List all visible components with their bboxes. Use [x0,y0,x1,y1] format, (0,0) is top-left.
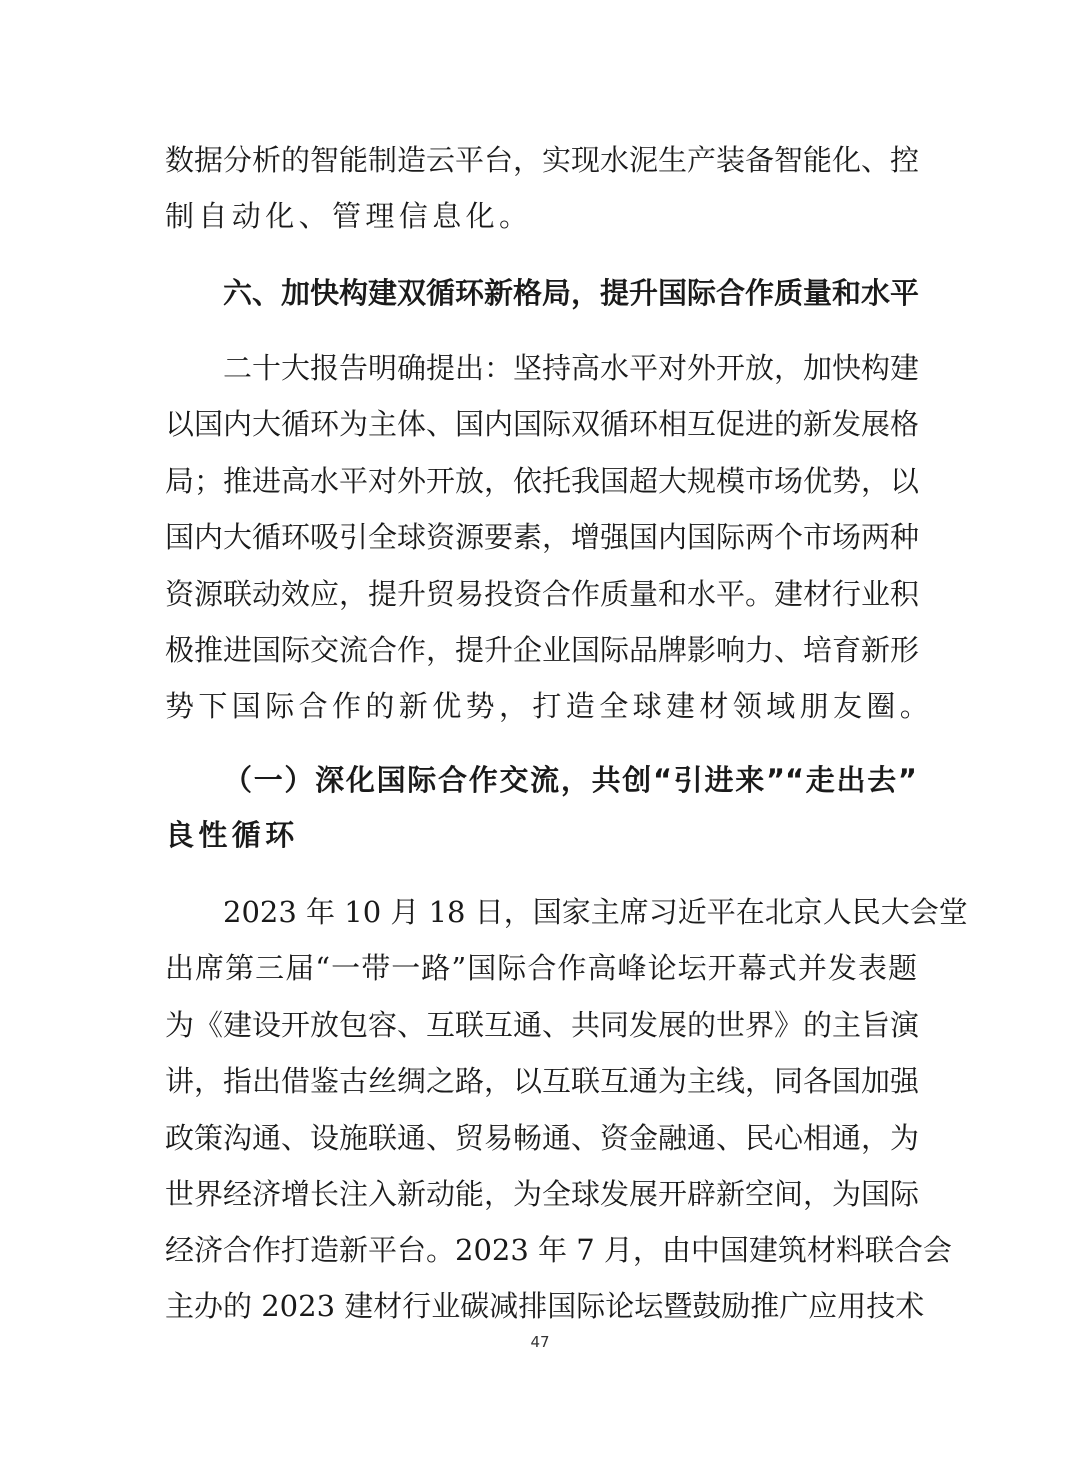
body-text-line: 国内大循环吸引全球资源要素，增强国内国际两个市场两种 [165,520,920,554]
body-text-line: 极推进国际交流合作，提升企业国际品牌影响力、培育新形 [165,633,920,667]
subsection-heading: 良性循环 [165,818,299,852]
body-text-line: 主办的 2023 建材行业碳减排国际论坛暨鼓励推广应用技术 [165,1289,925,1323]
page-number: 47 [530,1333,550,1351]
body-text-line: 政策沟通、设施联通、贸易畅通、资金融通、民心相通，为 [165,1121,920,1155]
subsection-heading: （一）深化国际合作交流，共创“引进来”“走出去” [223,763,917,797]
body-text-line: 资源联动效应，提升贸易投资合作质量和水平。建材行业积 [165,577,920,611]
section-heading: 六、加快构建双循环新格局，提升国际合作质量和水平 [223,276,920,310]
body-text-line: 二十大报告明确提出：坚持高水平对外开放，加快构建 [223,351,920,385]
body-text-line: 经济合作打造新平台。2023 年 7 月，由中国建筑材料联合会 [165,1233,952,1267]
body-text-line: 以国内大循环为主体、国内国际双循环相互促进的新发展格 [165,407,920,441]
body-text-line: 局；推进高水平对外开放，依托我国超大规模市场优势，以 [165,464,920,498]
body-text-line: 数据分析的智能制造云平台，实现水泥生产装备智能化、控 [165,143,920,177]
body-text-line: 制自动化、管理信息化。 [165,199,533,233]
body-text-line: 2023 年 10 月 18 日，国家主席习近平在北京人民大会堂 [223,895,968,929]
body-text-line: 出席第三届“一带一路”国际合作高峰论坛开幕式并发表题 [165,951,917,985]
body-text-line: 讲，指出借鉴古丝绸之路，以互联互通为主线，同各国加强 [165,1064,920,1098]
body-text-line: 为《建设开放包容、互联互通、共同发展的世界》的主旨演 [165,1008,920,1042]
body-text-line: 势下国际合作的新优势，打造全球建材领域朋友圈。 [165,689,934,723]
body-text-line: 世界经济增长注入新动能，为全球发展开辟新空间，为国际 [165,1177,920,1211]
